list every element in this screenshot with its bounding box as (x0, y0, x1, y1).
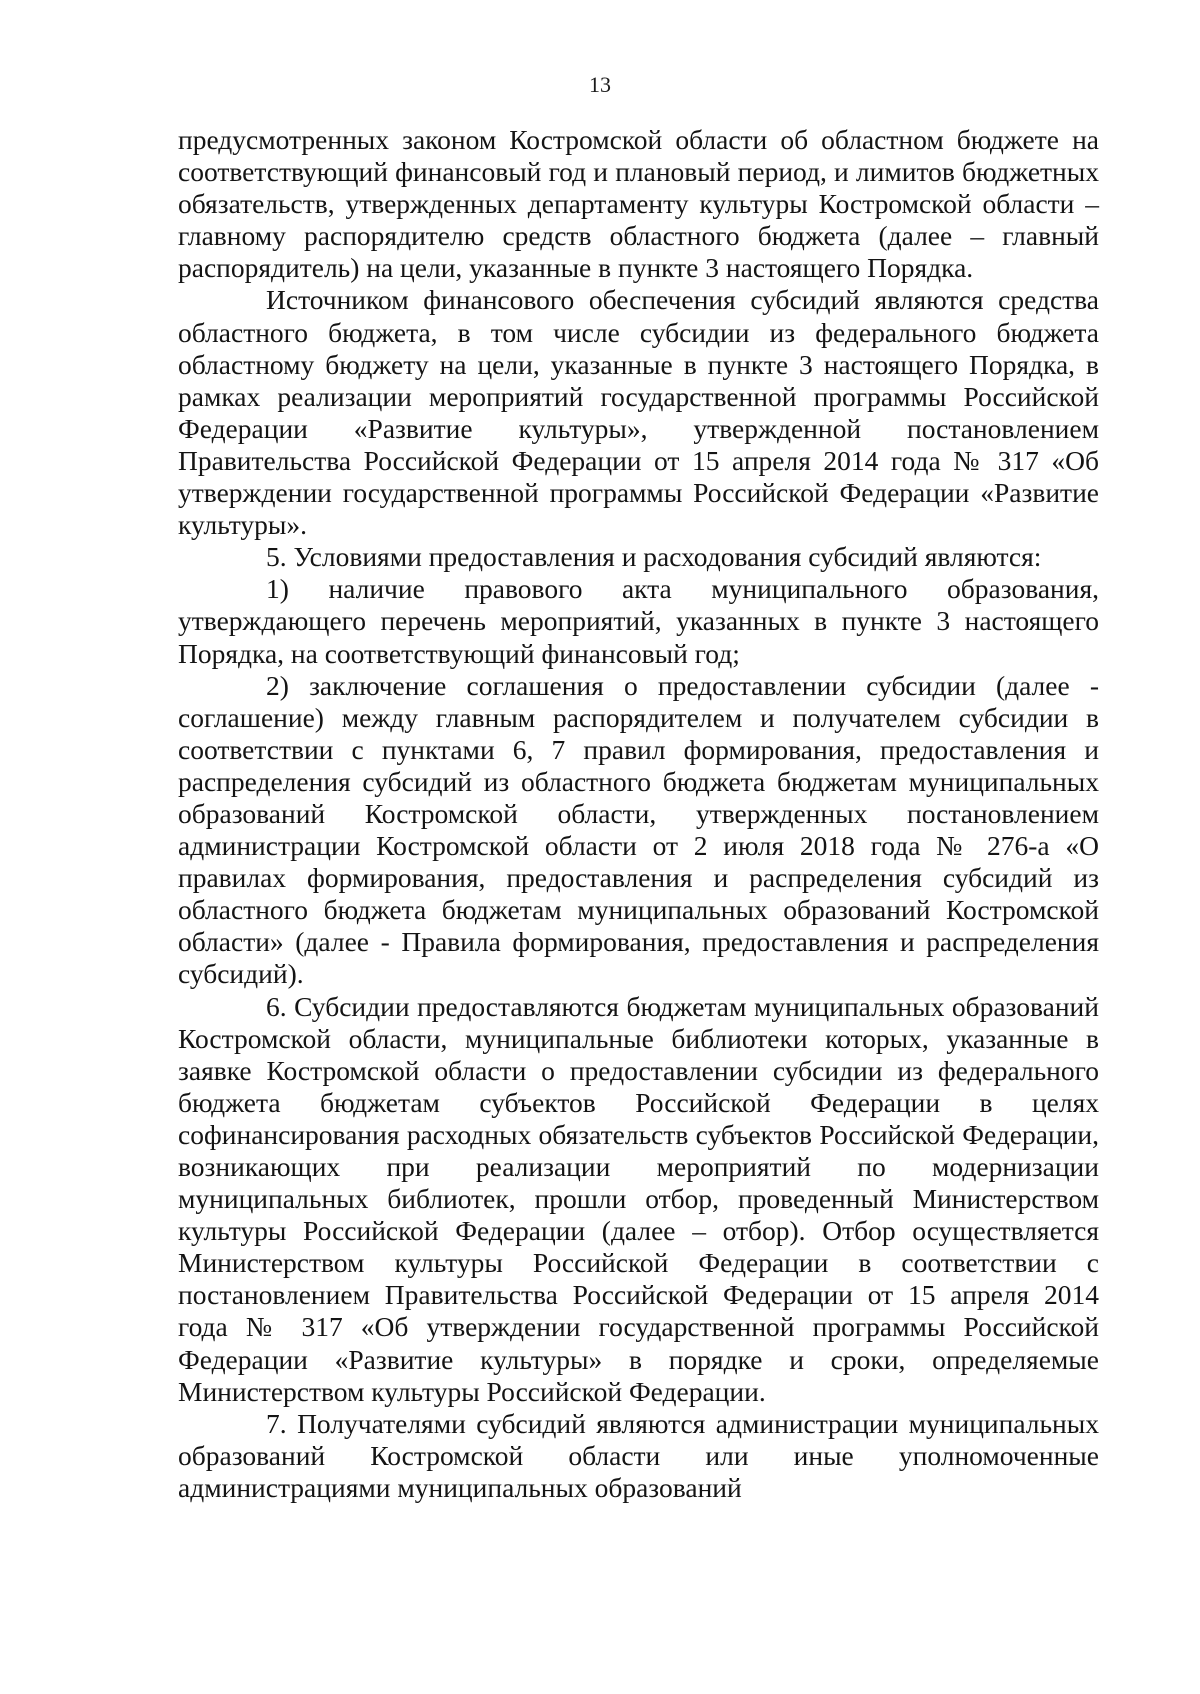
document-body (178, 124, 1099, 1504)
page-number: 13 (589, 72, 611, 97)
paragraph-funding-source: Источником финансового обеспечения субсидий являются средства областного бюджета, в том числе субсидии из федерального бюджета областному бюджету на цели, указанные в пункте 3 настоящего Порядка, в рамках реализации мероприятий государственной программы Российской Федерации «Развитие культуры», утвержденной постановлением Правительства Российской Федерации от 15 апреля 2014 года № 317 «Об утверждении государственной программы Российской Федерации «Развитие культуры». (178, 284, 1099, 541)
paragraph-item-6: 6. Субсидии предоставляются бюджетам муниципальных образований Костромской области, муниципальные библиотеки которых, указанные в заявке Костромской области о предоставлении субсидии из федерального бюджета бюджетам субъектов Российской Федерации в целях софинансирования расходных обязательств субъектов Российской Федерации, возникающих при реализации мероприятий по модернизации муниципальных библиотек, прошли отбор, проведенный Министерством культуры Российской Федерации (далее – отбор). Отбор осуществляется Министерством культуры Российской Федерации в соответствии с постановлением Правительства Российской Федерации от 15 апреля 2014 года № 317 «Об утверждении государственной программы Российской Федерации «Развитие культуры» в порядке и сроки, определяемые Министерством культуры Российской Федерации. (178, 990, 1099, 1407)
paragraph-item-5: 5. Условиями предоставления и расходования субсидий являются: (266, 541, 1042, 573)
paragraph-item-5-1: 1) наличие правового акта муниципального образования, утверждающего перечень мероприятий, указанных в пункте 3 настоящего Порядка, на соответствующий финансовый год; (178, 573, 1099, 669)
paragraph-item-5-2: 2) заключение соглашения о предоставлении субсидии (далее - соглашение) между главным распорядителем и получателем субсидии в соответствии с пунктами 6, 7 правил формирования, предоставления и распределения субсидий из областного бюджета бюджетам муниципальных образований Костромской области, утвержденных постановлением администрации Костромской области от 2 июля 2018 года № 276-а «О правилах формирования, предоставления и распределения субсидий из областного бюджета бюджетам муниципальных образований Костромской области» (далее - Правила формирования, предоставления и распределения субсидий). (178, 669, 1099, 990)
paragraph-continuation: предусмотренных законом Костромской области об областном бюджете на соответствующий финансовый год и плановый период, и лимитов бюджетных обязательств, утвержденных департаменту культуры Костромской области – главному распорядителю средств областного бюджета (далее – главный распорядитель) на цели, указанные в пункте 3 настоящего Порядка. (178, 124, 1099, 284)
paragraph-item-7: 7. Получателями субсидий являются администрации муниципальных образований Костромской области или иные уполномоченные администрациями муниципальных образований (178, 1407, 1099, 1503)
